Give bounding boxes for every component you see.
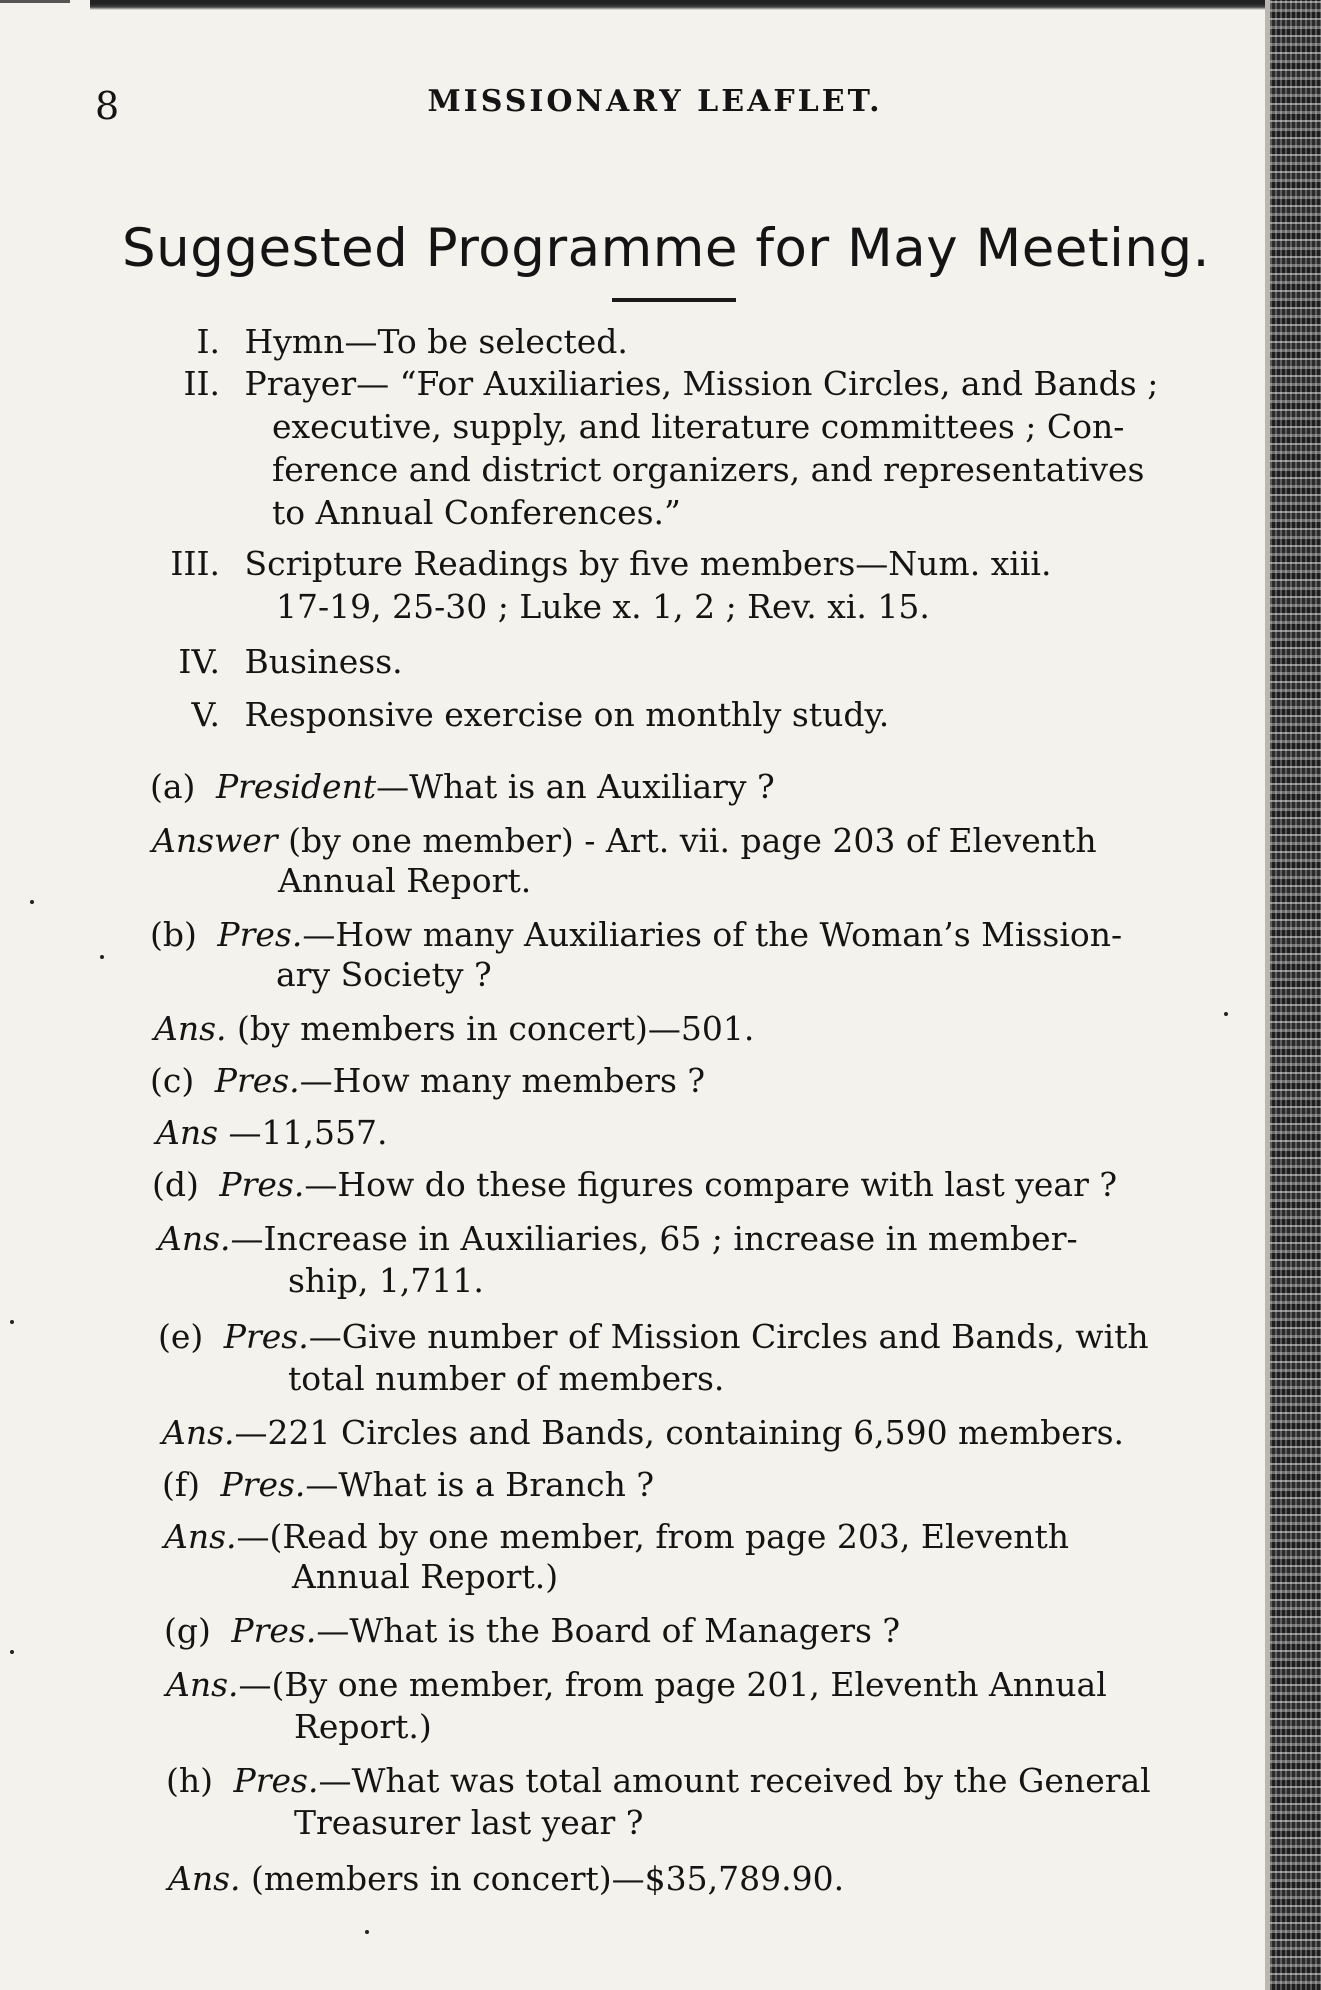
question-label: (g) bbox=[164, 1611, 211, 1650]
item-text-continued: 17-19, 25-30 ; Luke x. 1, 2 ; Rev. xi. 15. bbox=[276, 587, 930, 626]
item-text-continued: to Annual Conferences.” bbox=[272, 493, 681, 532]
exercise-answer bbox=[152, 821, 1097, 860]
question-continued: Treasurer last year ? bbox=[294, 1803, 644, 1842]
exercise-question-f bbox=[162, 1465, 655, 1504]
exercise-answer bbox=[158, 1219, 1078, 1258]
question-continued: ary Society ? bbox=[276, 955, 492, 994]
speaker: Answer bbox=[152, 821, 278, 860]
speaker: Pres. bbox=[217, 915, 303, 954]
scan-edge-top bbox=[90, 0, 1270, 10]
scan-speck bbox=[10, 1320, 14, 1324]
question-text: —What is a Branch ? bbox=[305, 1465, 655, 1504]
programme-item-3 bbox=[148, 544, 1052, 583]
question-text: —What was total amount received by the General bbox=[318, 1761, 1151, 1800]
question-text: —What is the Board of Managers ? bbox=[316, 1611, 901, 1650]
scan-speck bbox=[365, 1930, 369, 1934]
running-head: MISSIONARY LEAFLET. bbox=[427, 84, 883, 119]
exercise-question-g bbox=[164, 1611, 901, 1650]
answer-text: —(By one member, from page 201, Eleventh Annual bbox=[238, 1665, 1107, 1704]
question-text: —How do these figures compare with last year ? bbox=[304, 1165, 1118, 1204]
answer-text: (by one member) - Art. vii. page 203 of Eleventh bbox=[277, 821, 1097, 860]
exercise-answer bbox=[156, 1113, 388, 1152]
question-text: —Give number of Mission Circles and Bands, with bbox=[308, 1317, 1149, 1356]
scan-speck bbox=[100, 955, 104, 959]
question-label: (c) bbox=[150, 1061, 195, 1100]
question-continued: total number of members. bbox=[288, 1359, 725, 1398]
item-numeral: V. bbox=[191, 695, 220, 734]
speaker: Ans. bbox=[164, 1517, 237, 1556]
exercise-answer bbox=[154, 1009, 755, 1048]
exercise-answer bbox=[166, 1665, 1107, 1704]
item-text: Scripture Readings by five members—Num. xiii. bbox=[244, 544, 1052, 583]
item-text: Hymn—To be selected. bbox=[244, 322, 628, 361]
question-label: (h) bbox=[166, 1761, 214, 1800]
page-number: 8 bbox=[95, 84, 120, 128]
programme-item-1 bbox=[148, 322, 628, 361]
speaker: President bbox=[215, 767, 377, 806]
programme-item-4 bbox=[148, 642, 403, 681]
speaker: Pres. bbox=[219, 1165, 305, 1204]
exercise-question-a bbox=[150, 767, 775, 806]
scan-edge bbox=[0, 0, 70, 3]
question-label: (d) bbox=[152, 1165, 199, 1204]
scan-speck bbox=[1224, 1012, 1228, 1016]
question-label: (f) bbox=[162, 1465, 200, 1504]
scan-speck bbox=[30, 900, 34, 904]
speaker: Ans. bbox=[158, 1219, 231, 1258]
programme-item-5 bbox=[148, 695, 890, 734]
item-text: Responsive exercise on monthly study. bbox=[244, 695, 890, 734]
speaker: Pres. bbox=[233, 1761, 319, 1800]
answer-text: (members in concert)—$35,789.90. bbox=[240, 1859, 845, 1898]
page-title: Suggested Programme for May Meeting. bbox=[122, 218, 1210, 279]
answer-text: —Increase in Auxiliaries, 65 ; increase in member- bbox=[230, 1219, 1078, 1258]
answer-continued: Annual Report.) bbox=[292, 1557, 559, 1596]
exercise-question-e bbox=[158, 1317, 1149, 1356]
exercise-answer bbox=[164, 1517, 1070, 1556]
exercise-question-h bbox=[166, 1761, 1151, 1800]
speaker: Ans. bbox=[162, 1413, 235, 1452]
item-text: Prayer— “For Auxiliaries, Mission Circles, and Bands ; bbox=[244, 364, 1159, 403]
exercise-question-c bbox=[150, 1061, 706, 1100]
speaker: Pres. bbox=[231, 1611, 317, 1650]
question-label: (e) bbox=[158, 1317, 204, 1356]
binding-strip bbox=[1270, 0, 1321, 1990]
answer-text: —221 Circles and Bands, containing 6,590 members. bbox=[234, 1413, 1125, 1452]
item-text-continued: ference and district organizers, and representatives bbox=[272, 450, 1145, 489]
item-numeral: IV. bbox=[178, 642, 220, 681]
scan-speck bbox=[10, 1650, 14, 1654]
item-text-continued: executive, supply, and literature committees ; Con- bbox=[272, 407, 1125, 446]
item-text: Business. bbox=[244, 642, 403, 681]
exercise-question-d bbox=[152, 1165, 1118, 1204]
exercise-question-b bbox=[150, 915, 1123, 954]
answer-text: —11,557. bbox=[218, 1113, 388, 1152]
programme-item-2 bbox=[148, 364, 1159, 403]
item-numeral: II. bbox=[183, 364, 220, 403]
question-text: —How many Auxiliaries of the Woman’s Mission- bbox=[302, 915, 1123, 954]
question-text: —What is an Auxiliary ? bbox=[376, 767, 775, 806]
exercise-answer bbox=[168, 1859, 845, 1898]
item-numeral: III. bbox=[170, 544, 220, 583]
item-numeral: I. bbox=[196, 322, 220, 361]
speaker: Ans. bbox=[154, 1009, 227, 1048]
question-label: (a) bbox=[150, 767, 196, 806]
answer-continued: Report.) bbox=[294, 1707, 432, 1746]
question-label: (b) bbox=[150, 915, 197, 954]
speaker: Pres. bbox=[214, 1061, 300, 1100]
answer-text: —(Read by one member, from page 203, Eleventh bbox=[236, 1517, 1070, 1556]
speaker: Ans. bbox=[166, 1665, 239, 1704]
exercise-answer bbox=[162, 1413, 1125, 1452]
question-text: —How many members ? bbox=[299, 1061, 706, 1100]
answer-text: (by members in concert)—501. bbox=[226, 1009, 755, 1048]
speaker: Ans bbox=[156, 1113, 219, 1152]
speaker: Pres. bbox=[223, 1317, 309, 1356]
answer-continued: Annual Report. bbox=[278, 861, 532, 900]
speaker: Ans. bbox=[168, 1859, 241, 1898]
title-rule bbox=[612, 298, 736, 302]
answer-continued: ship, 1,711. bbox=[288, 1261, 484, 1300]
speaker: Pres. bbox=[220, 1465, 306, 1504]
